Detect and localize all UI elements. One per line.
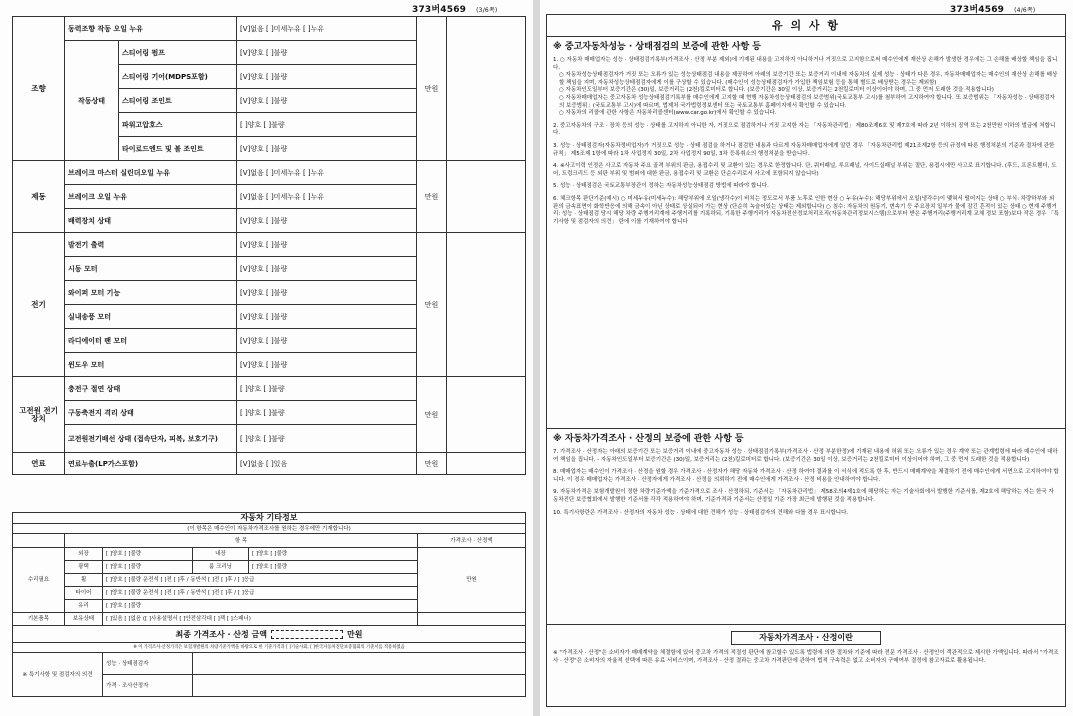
row-state[interactable]: [V]없음 [ ]미세누유 [ ]누유 xyxy=(237,185,417,209)
extra-item: 보유상태 xyxy=(65,613,103,626)
page-number: (4/6쪽) xyxy=(1014,7,1036,14)
notice-table xyxy=(546,14,1066,707)
row-item: 고전원전기배선 상태 (접속단자, 피복, 보호기구) xyxy=(65,425,237,453)
won-unit: 만원 xyxy=(418,548,526,613)
col-price-header: 가격조사 · 산정액 xyxy=(418,534,526,548)
row-item: 스티어링 기어(MDPS포함) xyxy=(119,65,237,89)
price-cell[interactable] xyxy=(447,453,526,475)
extra-state[interactable]: [ ]양호 [ ]불량 xyxy=(249,561,418,574)
row-state[interactable]: [V]양호 [ ]불량 xyxy=(237,257,417,281)
notice-paragraph: ○ 자동차성능상태점검자가 거짓 또는 오류가 있는 성능상태점검 내용을 제공하여 아래의 보증기간 또는 보증거리 이내에 자동차의 실제 성능 · 상태가 다른 경우, 자동차매매업자는 매수인의 재산상 손해를 배상할 책임을 지며, 자동차성능상태점검자에게 이를 구상할 수 있습니다. (매수인이 성능상태점검자가 가입한 책임보험 등을 통해 별도로 배상받는 경우는 제외함) xyxy=(559,72,1058,86)
extra-state[interactable]: [ ]양호 [ ]불량 xyxy=(103,548,193,561)
row-item: 충전구 절연 상태 xyxy=(65,377,237,401)
row-state[interactable]: [V]없음 [ ]있음 xyxy=(237,453,417,475)
final-price-unit: 만원 xyxy=(347,629,363,639)
extra-item: 휠 xyxy=(65,574,103,587)
page-right-4-of-6 xyxy=(540,0,1073,716)
row-state[interactable]: [V]양호 [ ]불량 xyxy=(237,209,417,233)
row-state[interactable]: [V]없음 [ ]미세누유 [ ]누유 xyxy=(237,161,417,185)
opinion-appraiser-field[interactable] xyxy=(193,675,526,697)
extra-state[interactable]: [ ]양호 [ ]불량 운전석 [ ]전 [ ]후 / 동반석 [ ]전 [ ]후 / [ ]응급 xyxy=(103,574,418,587)
extra-item: 유리 xyxy=(65,600,103,613)
notice-paragraph: 2. 중고자동차의 구조 · 장치 등의 성능 · 상태를 고지하지 아니한 자, 거짓으로 점검하거나 거짓 고지한 자는 「자동차관리법」 제80조제6호 및 제7호에 따라 2년 이하의 징역 또는 2천만원 이하의 벌금에 처합니다. xyxy=(553,122,1056,137)
row-item: 와이퍼 모터 기능 xyxy=(65,281,237,305)
notice-paragraph: ○ 자동차인도일부터 보증기간은 (30)일, 보증거리는 (2천)킬로미터로 합니다. (보증기간은 30일 이상, 보증거리는 2천킬로미터 이상이어야 하며, 그 중 먼저 도래한 것을 적용합니다) xyxy=(559,87,994,94)
final-price-note: ※ 이 가격조사·산정가격은 보험개발원의 차량기준가액을 바탕으로 한 기준가격과 [ ]기술사회, [ ]한국자동차진단보증협회의 기준서를 적용하였음 xyxy=(13,643,526,653)
extra-item: 광택 xyxy=(65,561,103,574)
notice-paragraph: 7. 가격조사 · 산정자는 아래의 보증기간 또는 보증거리 이내에 중고자동차 성능 · 상태점검기록부(가격조사 · 산정 부분한정)에 기재된 내용에 허위 또는 오류가 있는 경우 계약 또는 관계법령에 따라 매수인에 대하여 책임을 집니다. - 자동차인도일부터 보증기간은 (30)일, 보증거리는 (2천)킬로미터로 합니다. (보증기간은 30일 이상, 보증거리는 2천킬로미터 이상이어야 하며, 그 중 먼저 도래한 것을 적용합니다) xyxy=(553,449,1058,463)
notice-paragraph: ○ 자동차매매업자는 중고자동차 성능상태점검기록부를 매수인에게 고지할 때 현행 자동차성능상태점검의 보증범위(국토교통부 고시)를 첨부하여 고지하여야 합니다. 또 보증범위는 「자동차성능 · 상태점검자의 보증범위」(국토교통부 고시)에 따르며, 법제처 국가법령정보센터 또는 국토교통부 홈페이지에서 확인할 수 있습니다. xyxy=(559,94,1055,109)
document-number: 373버4569 xyxy=(412,5,467,15)
row-item: 스티어링 펌프 xyxy=(119,41,237,65)
inspection-table xyxy=(12,16,526,475)
row-state[interactable]: [V]양호 [ ]불량 xyxy=(237,137,417,161)
notice-paragraph: 3. 성능 · 상태점검자(자동차정비업자)가 거짓으로 성능 · 상태 점검을 하거나 점검한 내용과 다르게 자동차매매업자에게 알린 경우 「자동차관리법 제21조제2항 등의 규정에 따른 행정처분의 기준과 절차에 관한 규칙」 제5조제 1항에 따라 1차 사업정지 30일, 2차 사업정지 90일, 3차 등록취소의 행정처분을 받습니다. xyxy=(553,142,1055,157)
row-item: 스티어링 조인트 xyxy=(119,89,237,113)
row-item: 윈도우 모터 xyxy=(65,353,237,377)
extra-info-title: 자동차 기타정보 xyxy=(13,513,526,524)
document-number: 373버4569 xyxy=(950,5,1005,15)
row-item: 연료누출(LP가스포함) xyxy=(65,453,237,475)
blank-cell xyxy=(13,534,65,548)
row-item: 시동 모터 xyxy=(65,257,237,281)
notice-paragraph: ※ "가격조사 · 산정"은 소비자가 매매계약을 체결함에 있어 중고차 가격의 적절성 판단에 참고할수 있도록 법령에 의한 절차와 기준에 따라 전문 가격조사 · 산정인이 객관적으로 제시한 가액입니다. 따라서 "가격조사 · 산정"은 소비자의 자율적 선택에 따른 유료 서비스이며, 가격조사 · 산정 결과는 중고차 가격판단에 관하여 법적 구속력은 없고 소비자의 구매여부 결정에 참고자료로 활용됩니다. xyxy=(553,650,1059,664)
subcategory-operation: 작동상태 xyxy=(65,41,119,161)
page-header-left xyxy=(412,2,497,15)
section-heading-appraisal: ※ 자동차가격조사 · 산정의 보증에 관한 사항 등 xyxy=(553,434,744,444)
row-state[interactable]: [V]양호 [ ]불량 xyxy=(237,65,417,89)
row-state[interactable]: [V]양호 [ ]불량 xyxy=(237,233,417,257)
category-brake: 제동 xyxy=(13,161,65,233)
category-high-voltage: 고전원 전기장치 xyxy=(13,377,65,453)
row-item: 브레이크 마스터 실린더오일 누유 xyxy=(65,161,237,185)
notice-paragraph: ○ 자동차의 리콜에 관한 사항은 자동차리콜센터(www.car.go.kr)에서 확인할 수 있습니다. xyxy=(559,110,777,117)
repair-needed-label: 수리필요 xyxy=(13,548,65,613)
row-state[interactable]: [ ]양호 [ ]불량 xyxy=(237,113,417,137)
row-item: 배력장치 상태 xyxy=(65,209,237,233)
row-state[interactable]: [V]양호 [ ]불량 xyxy=(237,89,417,113)
final-price-row xyxy=(13,626,526,643)
row-state[interactable]: [V]양호 [ ]불량 xyxy=(237,281,417,305)
row-state[interactable]: [ ]양호 [ ]불량 xyxy=(237,401,417,425)
category-electric: 전기 xyxy=(13,233,65,377)
price-cell[interactable] xyxy=(447,17,526,161)
page-left-3-of-6 xyxy=(0,0,533,716)
extra-item: 룸 크리닝 xyxy=(193,561,249,574)
notice-paragraph: 8. 매매업자는 매수인이 가격조사 · 산정을 원할 경우 가격조사 · 산정자가 해당 자동차 가격조사 · 산정 하여야 결과를 이 서식에 적도록 한 후, 반드시 매매계약을 체결하기 전에 매수인에게 서면으로 고지하여야 합니다. 이 경우 매매업자는 가격조사 · 산정자에게 가격조사 · 산정을 의뢰하기 전에 매수인에게 가격조사 · 산정 비용을 안내하여야 합니다. xyxy=(553,469,1059,483)
price-cell[interactable] xyxy=(447,161,526,233)
notice-paragraph: 9. 자동차가격은 보험개발원이 정한 차량기준가액을 기준가격으로 조사 · 산정하되, 기준서는 「자동차관리법」 제58조의4제1호에 해당하는 자는 기술사회에서 발행한 기준서를, 제2호에 해당하는 자는 한국 자동차진단 보증협회에서 발행한 기준서를 각각 적용하여야 하며, 기준가격과 기준서는 산정일 기준 가장 최근에 발행된 것을 적용합니다. xyxy=(553,489,1054,503)
section-heading-definition: 자동차가격조사 · 산정이란 xyxy=(731,631,881,645)
extra-state[interactable]: [ ]양호 [ ]불량 xyxy=(103,600,418,613)
row-state[interactable]: [V]양호 [ ]불량 xyxy=(237,305,417,329)
row-state[interactable]: [ ]양호 [ ]불량 xyxy=(237,377,417,401)
final-price-input[interactable] xyxy=(271,630,343,639)
section-heading-inspection: ※ 중고자동차성능 · 상태점검의 보증에 관한 사항 등 xyxy=(553,42,761,52)
extra-info-note: (이 항목은 매수인이 자동차가격조사를 원하는 경우에만 기재합니다) xyxy=(13,524,526,534)
won-unit: 만원 xyxy=(417,377,447,453)
row-state[interactable]: [V]없음 [ ]미세누유 [ ]누유 xyxy=(237,17,417,41)
won-unit: 만원 xyxy=(417,233,447,377)
extra-state[interactable]: [ ]양호 [ ]불량 운전석 [ ]전 [ ]후 / 동반석 [ ]전 [ ]후 / [ ]응급 xyxy=(103,587,418,600)
notice-paragraph: 1. ○ 자동차 매매업자는 성능 · 상태점검기록부(가격조사 · 산정 부분 제외)에 기재된 내용을 고지하지 아니하거나 거짓으로 고지함으로써 매수인에게 재산상 손해가 발생한 경우에는 그 손해를 배상할 책임을 집니다. xyxy=(553,57,1058,71)
row-item: 실내송풍 모터 xyxy=(65,305,237,329)
row-item: 파워고압호스 xyxy=(119,113,237,137)
won-unit: 만원 xyxy=(417,161,447,233)
notice-paragraph: 4. ※사고이력 인정은 사고로 자동차 주요 골격 부위의 판금, 용접수리 및 교환이 있는 경우로 한정합니다. 단, 쿼터패널, 루프패널, 사이드실패널 부위는 절단, 용접시에만 사고로 표기합니다. (후드, 프론트휀더, 도어, 트렁크리드 등 외판 부위 및 범퍼에 대한 판금, 용접수리 및 교환은 단순수리로서 사고에 포함되지 않습니다) xyxy=(553,163,1057,177)
row-item: 동력조향 작동 오일 누유 xyxy=(65,17,237,41)
won-unit: 만원 xyxy=(417,17,447,161)
row-item: 라디에이터 팬 모터 xyxy=(65,329,237,353)
row-item: 타이로드엔드 및 볼 조인트 xyxy=(119,137,237,161)
row-item: 브레이크 오일 누유 xyxy=(65,185,237,209)
page-number: (3/6쪽) xyxy=(476,7,498,14)
row-state[interactable]: [ ]양호 [ ]불량 xyxy=(237,425,417,453)
category-fuel: 연료 xyxy=(13,453,65,475)
extra-state[interactable]: [ ]양호 [ ]불량 xyxy=(249,548,418,561)
row-state[interactable]: [V]양호 [ ]불량 xyxy=(237,329,417,353)
extra-item: 내장 xyxy=(193,548,249,561)
row-item: 구동축전지 격리 상태 xyxy=(65,401,237,425)
final-price-label: 최종 가격조사 · 산정 금액 xyxy=(175,629,267,639)
extra-item: 타이어 xyxy=(65,587,103,600)
notice-title: 유 의 사 항 xyxy=(547,15,1066,37)
row-state[interactable]: [V]양호 [ ]불량 xyxy=(237,353,417,377)
notice-paragraph: 10. 특기사항란은 가격조사 · 산정자의 자동차 성능 · 상태에 대한 견해가 성능 · 상태점검자의 견해와 다를 경우 표시합니다. xyxy=(553,509,849,516)
row-state[interactable]: [V]양호 [ ]불량 xyxy=(237,41,417,65)
opinion-appraiser-label: 가격 · 조사산정자 xyxy=(103,675,193,697)
page-gap xyxy=(533,0,540,716)
opinion-inspector-label: 성능 · 상태점검자 xyxy=(103,653,193,675)
extra-state[interactable]: [ ]양호 [ ]불량 xyxy=(103,561,193,574)
price-cell[interactable] xyxy=(447,233,526,377)
opinion-label: ※ 특기사항 및 점검자의 의견 xyxy=(13,653,103,697)
won-unit: 만원 xyxy=(417,453,447,475)
extra-info-table xyxy=(12,512,526,697)
category-steering: 조향 xyxy=(13,17,65,161)
opinion-inspector-field[interactable] xyxy=(193,653,526,675)
notice-paragraph: 5. 성능 · 상태점검은 국토교통부장관이 정하는 자동차성능상태점검 방법에 따라야 합니다. xyxy=(553,183,769,190)
col-item-header: 항 목 xyxy=(65,534,418,548)
extra-state[interactable]: [ ]있음 [ ]없음 ([ ]사용설명서 [ ]안전삼각대 [ ]잭 [ ]스패너) xyxy=(103,613,418,626)
blank-cell xyxy=(418,613,526,626)
row-item: 발전기 출력 xyxy=(65,233,237,257)
extra-item: 외장 xyxy=(65,548,103,561)
basic-items-label: 기본품목 xyxy=(13,613,65,626)
price-cell[interactable] xyxy=(447,377,526,453)
notice-paragraph: 6. 체크항목 판단기준(예시) ○ 미세누유(미세누수): 해당부위에 오일(냉각수)이 비치는 정도로서 부품 노후로 인한 현상 ○ 누유(누수): 해당부위에서 오일(냉각수)이 맺혀서 떨어지는 상태 ○ 부식: 차량하부와 외판의 금속표면이 화학반응에 의해 금속이 아닌 상태로 상실되어 가는 현상 (단순히 녹슬어있는 상태는 제외합니다) ○ 침수: 자동차의 원동기, 변속기 등 주요장치 일부가 물에 잠긴 흔적이 있는 상태 ○ 현재 주행거리: 성능 · 상태점검 당시 해당 차량 주행거리계에 주행거리를 기록하되, 기록한 주행거리가 자동차전산정보처리조직(자동차관리정보시스템)으로부터 받은 주행거리(주행거리계 교체 정보 포함)보다 작은 경우 「특기사항 및 점검자의 의견」 란에 이를 기재하여야 합니다 xyxy=(553,195,1060,225)
